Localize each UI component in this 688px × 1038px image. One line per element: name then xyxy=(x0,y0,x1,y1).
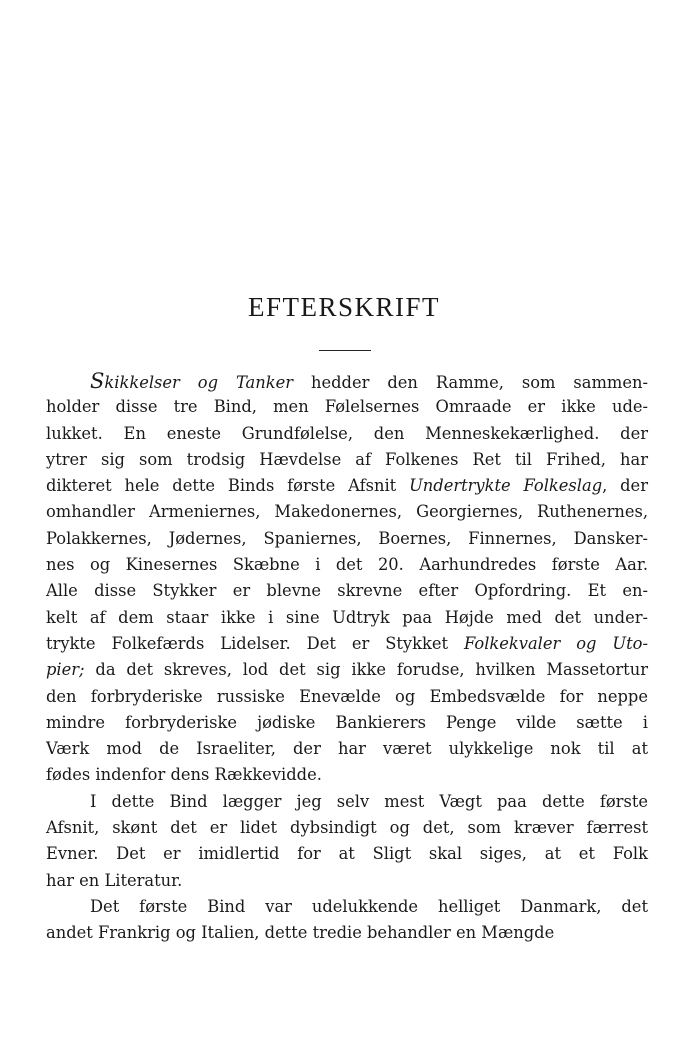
text-line xyxy=(46,578,648,604)
text-line xyxy=(46,762,648,788)
text-segment: da det skreves, lod det sig ikke forudse, hvilken Massetortur xyxy=(84,660,648,680)
text-line xyxy=(46,868,648,894)
text-segment: nes og Kinesernes Skæbne i det 20. Aarhundredes første Aar. xyxy=(46,555,648,575)
text-segment: andet Frankrig og Italien, dette tredie behandler en Mængde xyxy=(46,923,555,943)
text-segment: den forbryderiske russiske Enevælde og Embedsvælde for neppe xyxy=(46,686,648,706)
body-text xyxy=(46,368,648,947)
text-segment: Evner. Det er imidlertid for at Sligt skal siges, at et Folk xyxy=(46,844,648,864)
paragraph xyxy=(46,789,648,894)
text-segment: Polakkernes, Jødernes, Spaniernes, Boernes, Finnernes, Dansker- xyxy=(46,528,648,548)
italic-text: pier; xyxy=(46,660,85,680)
text-segment: Alle disse Stykker er blevne skrevne efter Opfordring. Et en- xyxy=(46,581,648,601)
text-line xyxy=(46,368,648,394)
text-segment: hedder den Ramme, som sammen- xyxy=(293,373,648,392)
text-segment: ytrer sig som trodsig Hævdelse af Folkenes Ret til Frihed, har xyxy=(46,449,648,469)
text-line xyxy=(46,710,648,736)
text-line xyxy=(46,552,648,578)
text-segment: har en Literatur. xyxy=(46,870,183,890)
chapter-heading: EFTERSKRIFT xyxy=(247,292,441,322)
text-line xyxy=(46,499,648,525)
text-line xyxy=(46,421,648,447)
text-segment: trykte Folkefærds Lidelser. Det er Stykket xyxy=(46,633,464,653)
italic-text: kikkelser og Tanker xyxy=(104,373,294,392)
text-segment: Værk mod de Israeliter, der har været ulykkelige nok til at xyxy=(46,739,648,759)
text-segment: omhandler Armeniernes, Makedonernes, Georgiernes, Ruthenernes, xyxy=(46,502,648,522)
text-segment: holder disse tre Bind, men Følelsernes Omraade er ikke ude- xyxy=(46,397,648,417)
text-line xyxy=(46,920,648,946)
text-segment: kelt af dem staar ikke i sine Udtryk paa Højde med det under- xyxy=(46,607,648,627)
text-segment: dikteret hele dette Binds første Afsnit xyxy=(46,476,410,496)
text-segment: Det første Bind var udelukkende helliget Danmark, det xyxy=(90,896,648,916)
text-line xyxy=(46,526,648,552)
text-segment: fødes indenfor dens Rækkevidde. xyxy=(46,765,322,785)
text-line xyxy=(46,841,648,867)
paragraph xyxy=(46,368,648,789)
heading-divider xyxy=(319,350,371,351)
text-line xyxy=(46,394,648,420)
text-line xyxy=(46,473,648,499)
italic-text: Undertrykte Folkeslag xyxy=(409,476,603,496)
text-line xyxy=(46,684,648,710)
text-line xyxy=(46,605,648,631)
text-line xyxy=(46,631,648,657)
text-line xyxy=(46,894,648,920)
italic-text: Folkekvaler og Uto- xyxy=(463,633,648,653)
paragraph xyxy=(46,894,648,947)
text-line xyxy=(46,736,648,762)
text-segment: lukket. En eneste Grundfølelse, den Menneskekærlighed. der xyxy=(46,423,648,443)
text-line xyxy=(46,815,648,841)
text-line xyxy=(46,657,648,683)
text-segment: , der xyxy=(602,476,648,496)
initial-letter: S xyxy=(90,369,105,393)
text-segment: I dette Bind lægger jeg selv mest Vægt paa dette første xyxy=(90,791,648,811)
text-segment: Afsnit, skønt det er lidet dybsindigt og det, som kræver færrest xyxy=(46,818,648,838)
text-line xyxy=(46,447,648,473)
text-line xyxy=(46,789,648,815)
text-segment: mindre forbryderiske jødiske Bankierers Penge vilde sætte i xyxy=(46,712,648,732)
